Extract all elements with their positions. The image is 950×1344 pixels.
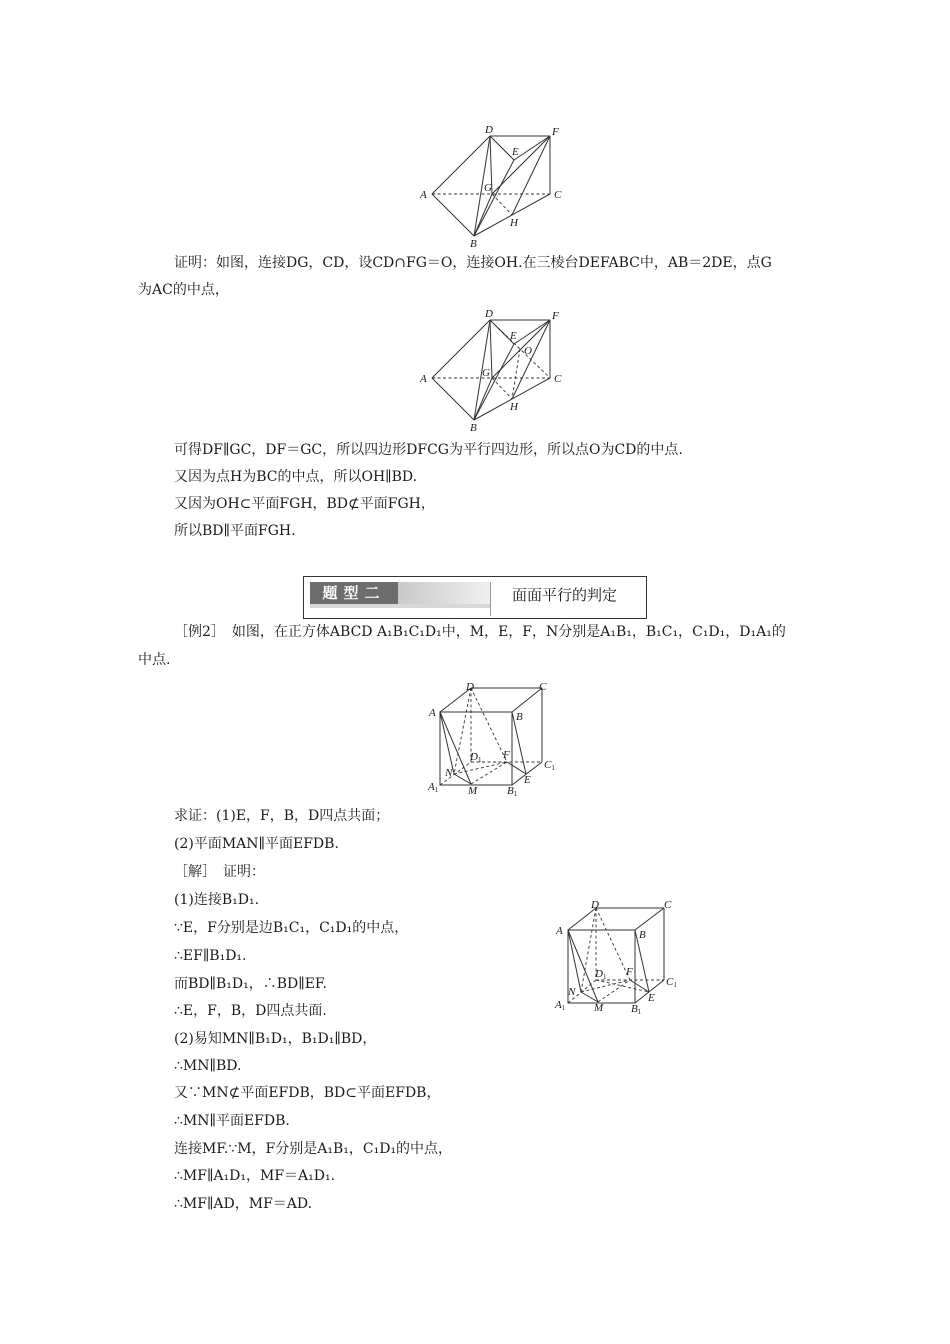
label-C: C <box>554 373 562 385</box>
label-O: O <box>524 345 532 357</box>
proof-line-2: 为AC的中点， <box>138 282 229 298</box>
label-F: F <box>552 310 559 322</box>
label-C1: C1 <box>666 976 677 989</box>
label-M: M <box>468 785 478 797</box>
label-C: C <box>554 189 562 201</box>
solution-step-9: ∴MN∥平面EFDB. <box>174 1113 290 1129</box>
solution-step-8: 又∵MN⊄平面EFDB，BD⊂平面EFDB， <box>174 1085 441 1101</box>
proof-line-4: 又因为点H为BC的中点，所以OH∥BD. <box>174 469 418 485</box>
cube-edges <box>568 908 664 1003</box>
example-line-1: ［例2］ 如图，在正方体ABCD A₁B₁C₁D₁中，M，E，F，N分别是A₁B₁，B₁C₁，C₁D₁，D₁A₁的 <box>174 624 786 640</box>
label-F: F <box>552 126 559 138</box>
label-B: B <box>470 422 477 434</box>
label-A: A <box>556 925 563 937</box>
label-A1: A1 <box>428 781 439 794</box>
label-B: B <box>639 929 646 941</box>
solution-step-11: ∴MF∥A₁D₁，MF＝A₁D₁. <box>174 1168 336 1184</box>
solution-step-6: (2)易知MN∥B₁D₁，B₁D₁∥BD， <box>174 1031 377 1047</box>
label-B1: B1 <box>631 1003 642 1016</box>
proof-line-3: 可得DF∥GC，DF＝GC，所以四边形DFCG为平行四边形，所以点O为CD的中点. <box>174 442 683 458</box>
label-D: D <box>485 308 493 320</box>
cube-edges <box>440 688 542 785</box>
solution-step-4: 而BD∥B₁D₁，∴BD∥EF. <box>174 976 327 992</box>
section-banner <box>303 576 647 619</box>
section-tag: 题型二 <box>310 582 398 604</box>
label-C1: C1 <box>544 759 555 772</box>
label-D: D <box>591 899 599 911</box>
label-B: B <box>470 238 477 250</box>
label-N: N <box>445 767 453 779</box>
figure-frustum-1 <box>418 124 568 248</box>
proof-line-5: 又因为OH⊂平面FGH，BD⊄平面FGH， <box>174 496 435 512</box>
label-F: F <box>503 749 510 761</box>
label-E: E <box>512 146 519 158</box>
banner-divider <box>490 582 491 616</box>
label-D1: D1 <box>595 968 607 981</box>
proof-line-6: 所以BD∥平面FGH. <box>174 523 296 539</box>
label-A1: A1 <box>555 999 566 1012</box>
solution-step-5: ∴E，F，B，D四点共面. <box>174 1003 327 1019</box>
label-B: B <box>516 711 523 723</box>
banner-gradient <box>398 582 490 604</box>
solution-step-7: ∴MN∥BD. <box>174 1058 242 1074</box>
label-A: A <box>420 373 427 385</box>
label-B1: B1 <box>507 785 518 798</box>
section-title: 面面平行的判定 <box>512 586 618 604</box>
banner-strip <box>310 604 490 608</box>
label-A: A <box>429 707 436 719</box>
proof-line-1: 证明：如图，连接DG，CD，设CD∩FG＝O，连接OH.在三棱台DEFABC中，AB＝2DE，点G <box>174 255 772 271</box>
label-F: F <box>626 966 633 978</box>
figure-cube-2 <box>552 896 692 1018</box>
label-C: C <box>539 681 547 693</box>
label-D: D <box>466 681 474 693</box>
prove-line-2: (2)平面MAN∥平面EFDB. <box>174 836 339 852</box>
label-H: H <box>510 217 518 229</box>
label-D1: D1 <box>470 751 482 764</box>
label-N: N <box>568 986 576 998</box>
label-E: E <box>524 774 531 786</box>
label-D: D <box>485 124 493 136</box>
label-E: E <box>510 330 517 342</box>
figure-frustum-2 <box>418 308 568 432</box>
cube-hidden-edges <box>440 688 542 785</box>
label-G: G <box>482 367 490 379</box>
solution-step-12: ∴MF∥AD，MF＝AD. <box>174 1196 313 1212</box>
label-A: A <box>420 189 427 201</box>
example-line-2: 中点. <box>138 652 171 668</box>
solution-step-1: (1)连接B₁D₁. <box>174 892 260 908</box>
label-G: G <box>484 182 492 194</box>
label-M: M <box>594 1002 604 1014</box>
solution-heading: ［解］ 证明： <box>174 864 265 880</box>
label-E: E <box>648 992 655 1004</box>
prove-line-1: 求证：(1)E，F，B，D四点共面； <box>174 808 390 824</box>
solution-step-2: ∵E，F分别是边B₁C₁，C₁D₁的中点， <box>174 920 409 936</box>
solution-step-3: ∴EF∥B₁D₁. <box>174 948 247 964</box>
solution-step-10: 连接MF.∵M，F分别是A₁B₁，C₁D₁的中点， <box>174 1141 453 1157</box>
label-C: C <box>664 899 672 911</box>
frustum-edges <box>432 320 550 420</box>
cube-hidden-edges <box>568 908 664 1003</box>
figure-cube-1 <box>424 678 564 800</box>
label-H: H <box>510 401 518 413</box>
